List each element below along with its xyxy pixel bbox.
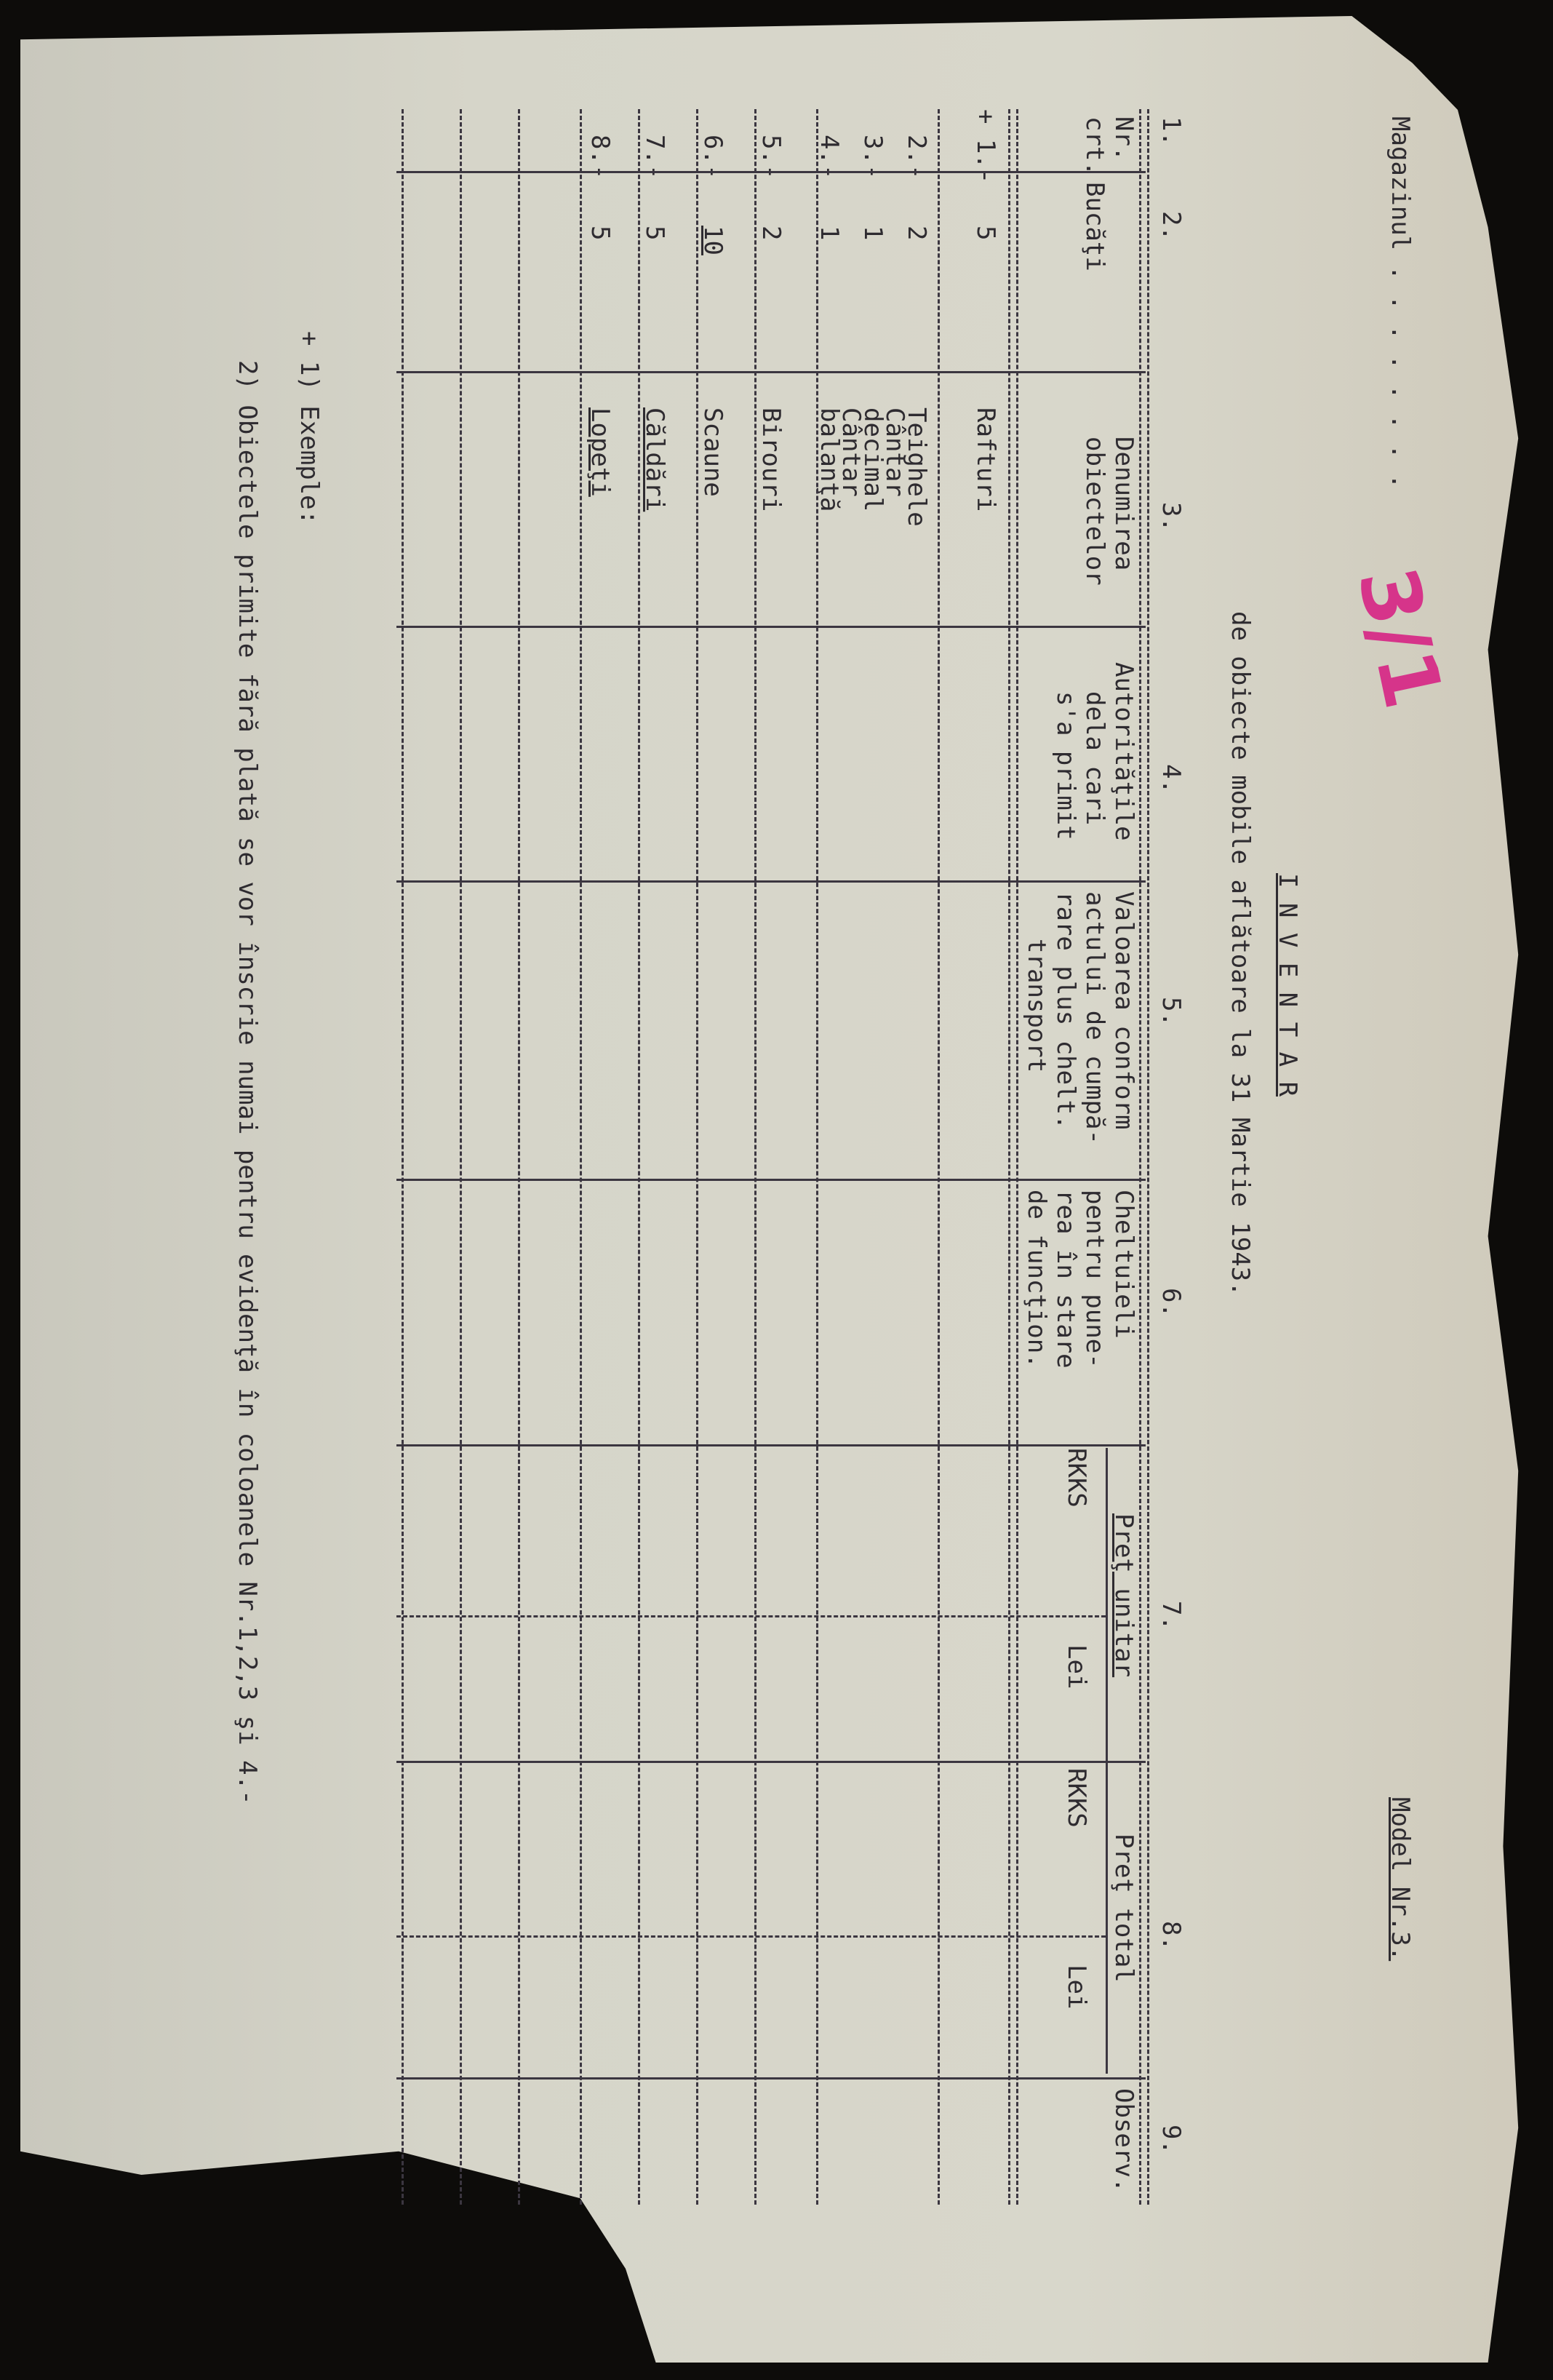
row3-buc: 1 — [858, 226, 887, 241]
row-separator — [938, 109, 940, 2205]
row4-name-line2: balanţă — [815, 407, 844, 512]
header-bottom-rule — [1008, 109, 1018, 2205]
row5-name: Birouri — [756, 407, 786, 512]
row4-name-line1: Cântar — [837, 407, 866, 497]
row3-nr: 3.- — [858, 135, 887, 180]
column-line — [396, 1761, 1146, 1763]
column-line — [396, 880, 1146, 883]
handwritten-mark: 3/1 — [1340, 559, 1461, 717]
col7-rkks: RKKS — [1062, 1448, 1091, 1508]
col-number-7: 7. — [1157, 1601, 1186, 1631]
row-separator — [402, 109, 404, 2205]
col8-lei: Lei — [1062, 1965, 1091, 2010]
col7-lei: Lei — [1062, 1644, 1091, 1690]
row4-buc: 1 — [815, 226, 844, 241]
column-line — [396, 371, 1146, 373]
row5-buc: 2 — [756, 226, 786, 241]
footnote-1: + 1) Exemple: — [295, 331, 324, 525]
col-number-2: 2. — [1157, 211, 1186, 241]
col-number-3: 3. — [1157, 502, 1186, 532]
row-separator — [696, 109, 698, 2205]
col2-header: Bucăţi — [1080, 182, 1109, 271]
col5-header-line4: transport — [1022, 939, 1051, 1073]
column-line — [396, 1615, 1106, 1617]
col8-header: Preţ total — [1109, 1834, 1138, 1983]
row-separator — [816, 109, 818, 2205]
col-number-6: 6. — [1157, 1288, 1186, 1318]
col5-header-line3: rare plus chelt. — [1051, 891, 1080, 1130]
col5-header-line1: Valoarea conform — [1109, 891, 1138, 1130]
row8-name: Lopeţi — [586, 407, 615, 497]
col5-header-line2: actului de cumpă- — [1080, 891, 1109, 1145]
footnote-2: 2) Obiectele primite fără plată se vor înscrie numai pentru evidenţă în coloanele Nr.1,2,3 şi 4.- — [233, 360, 262, 1805]
row2-nr: 2.- — [902, 135, 931, 180]
header-top-rule — [1139, 109, 1149, 2205]
col3-header-line2: obiectelor — [1080, 437, 1109, 586]
row8-nr: 8.- — [586, 135, 615, 180]
column-line — [396, 626, 1146, 628]
col6-header-line1: Cheltuieli — [1109, 1190, 1138, 1339]
row6-name: Scaune — [698, 407, 727, 497]
document-title: I N V E N T A R — [1273, 873, 1302, 1097]
row4-nr: 4.- — [815, 135, 844, 180]
col6-header-line2: pentru pune- — [1080, 1190, 1109, 1369]
row-separator — [638, 109, 640, 2205]
column-line — [396, 171, 1146, 173]
row1-name: Rafturi — [971, 407, 1000, 512]
col6-header-line3: rea în stare — [1051, 1190, 1080, 1369]
col-number-1: 1. — [1157, 116, 1186, 146]
column-line — [396, 1935, 1106, 1938]
row7-name: Căldări — [640, 407, 669, 512]
col3-header-line1: Denumirea — [1109, 437, 1138, 571]
col6-header-line4: de funcţion. — [1022, 1190, 1051, 1369]
col-number-4: 4. — [1157, 764, 1186, 794]
col-number-8: 8. — [1157, 1921, 1186, 1951]
row-separator — [754, 109, 756, 2205]
model-number: Model Nr.3. — [1386, 1797, 1415, 1962]
column-line — [396, 1179, 1146, 1181]
column-line — [396, 1444, 1146, 1446]
col1-header-line2: crt. — [1080, 116, 1109, 176]
col4-header-line3: s'a primit — [1051, 691, 1080, 840]
row2-name-line1: Teighele — [902, 407, 931, 527]
col8-rkks: RKKS — [1062, 1768, 1091, 1828]
row6-nr: 6.- — [698, 135, 727, 180]
row7-buc: 5 — [640, 226, 669, 241]
magazinul-label: Magazinul . . . . . . . . — [1386, 116, 1415, 489]
row2-buc: 2 — [902, 226, 931, 241]
column-line — [396, 2077, 1146, 2079]
row-separator — [518, 109, 520, 2205]
row-separator — [580, 109, 582, 2205]
row5-nr: 5.- — [756, 135, 786, 180]
col4-header-line2: dela cari — [1080, 691, 1109, 826]
row1-nr: + 1.- — [971, 109, 1000, 184]
col-number-9: 9. — [1157, 2125, 1186, 2154]
row2-name-line3: decimal — [858, 407, 887, 512]
row7-nr: 7.- — [640, 135, 669, 180]
col-number-5: 5. — [1157, 997, 1186, 1027]
document-subtitle: de obiecte mobile aflătoare la 31 Martie 1943. — [1226, 611, 1255, 1297]
col1-header-line1: Nr. — [1109, 116, 1138, 162]
col9-header: Observ. — [1109, 2088, 1138, 2193]
col4-header-line1: Autorităţile — [1109, 662, 1138, 841]
row6-buc: 10 — [698, 226, 727, 255]
col7-header: Preţ unitar — [1109, 1513, 1138, 1678]
row2-name-line2: Cântar — [880, 407, 909, 497]
row-separator — [460, 109, 462, 2205]
row8-buc: 5 — [586, 226, 615, 241]
row1-buc: 5 — [971, 226, 1000, 241]
